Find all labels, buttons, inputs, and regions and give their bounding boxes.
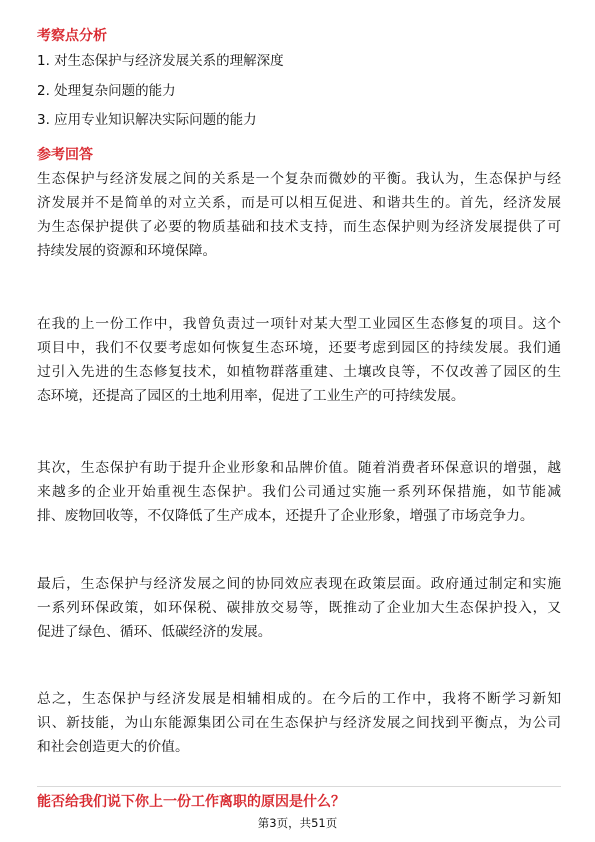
answer-heading: 参考回答 — [37, 147, 93, 163]
answer-paragraph-2 — [37, 312, 561, 408]
paragraph-line: 持续发展的资源和环境保障。 — [37, 243, 217, 259]
page-number: 第3页，共51页 — [257, 816, 338, 830]
answer-paragraph-4 — [37, 572, 561, 644]
analysis-item-3: 3. 应用专业知识解决实际问题的能力 — [37, 112, 257, 128]
analysis-item-1: 1. 对生态保护与经济发展关系的理解深度 — [37, 53, 284, 69]
next-question-heading: 能否给我们说下你上一份工作离职的原因是什么？ — [37, 794, 345, 810]
analysis-heading: 考察点分析 — [37, 28, 107, 44]
paragraph-line: 来越多的企业开始重视生态保护。我们公司通过实施一系列环保措施，如节能减 — [37, 484, 561, 500]
paragraph-line: 其次，生态保护有助于提升企业形象和品牌价值。随着消费者环保意识的增强，越 — [37, 460, 561, 476]
paragraph-line: 态环境，还提高了园区的土地利用率，促进了工业生产的可持续发展。 — [37, 388, 465, 404]
answer-paragraph-1 — [37, 167, 561, 263]
paragraph-line: 为生态保护提供了必要的物质基础和技术支持，而生态保护则为经济发展提供了可 — [37, 219, 561, 235]
paragraph-line: 总之，生态保护与经济发展是相辅相成的。在今后的工作中，我将不断学习新知 — [37, 691, 561, 707]
paragraph-line: 项目中，我们不仅要考虑如何恢复生态环境，还要考虑到园区的持续发展。我们通 — [37, 340, 561, 356]
section-divider — [37, 786, 561, 787]
answer-paragraph-3 — [37, 456, 561, 528]
paragraph-line: 一系列环保政策，如环保税、碳排放交易等，既推动了企业加大生态保护投入，又 — [37, 600, 561, 616]
paragraph-line: 排、废物回收等，不仅降低了生产成本，还提升了企业形象，增强了市场竞争力。 — [37, 508, 534, 524]
paragraph-line: 济发展并不是简单的对立关系，而是可以相互促进、和谐共生的。首先，经济发展 — [37, 195, 561, 211]
paragraph-line: 识、新技能，为山东能源集团公司在生态保护与经济发展之间找到平衡点，为公司 — [37, 715, 561, 731]
paragraph-line: 和社会创造更大的价值。 — [37, 739, 189, 755]
paragraph-line: 生态保护与经济发展之间的关系是一个复杂而微妙的平衡。我认为，生态保护与经 — [37, 171, 561, 187]
analysis-item-2: 2. 处理复杂问题的能力 — [37, 83, 176, 99]
paragraph-line: 促进了绿色、循环、低碳经济的发展。 — [37, 624, 272, 640]
paragraph-line: 过引入先进的生态修复技术，如植物群落重建、土壤改良等，不仅改善了园区的生 — [37, 364, 561, 380]
paragraph-line: 最后，生态保护与经济发展之间的协同效应表现在政策层面。政府通过制定和实施 — [37, 576, 561, 592]
answer-paragraph-5 — [37, 687, 561, 759]
paragraph-line: 在我的上一份工作中，我曾负责过一项针对某大型工业园区生态修复的项目。这个 — [37, 316, 561, 332]
